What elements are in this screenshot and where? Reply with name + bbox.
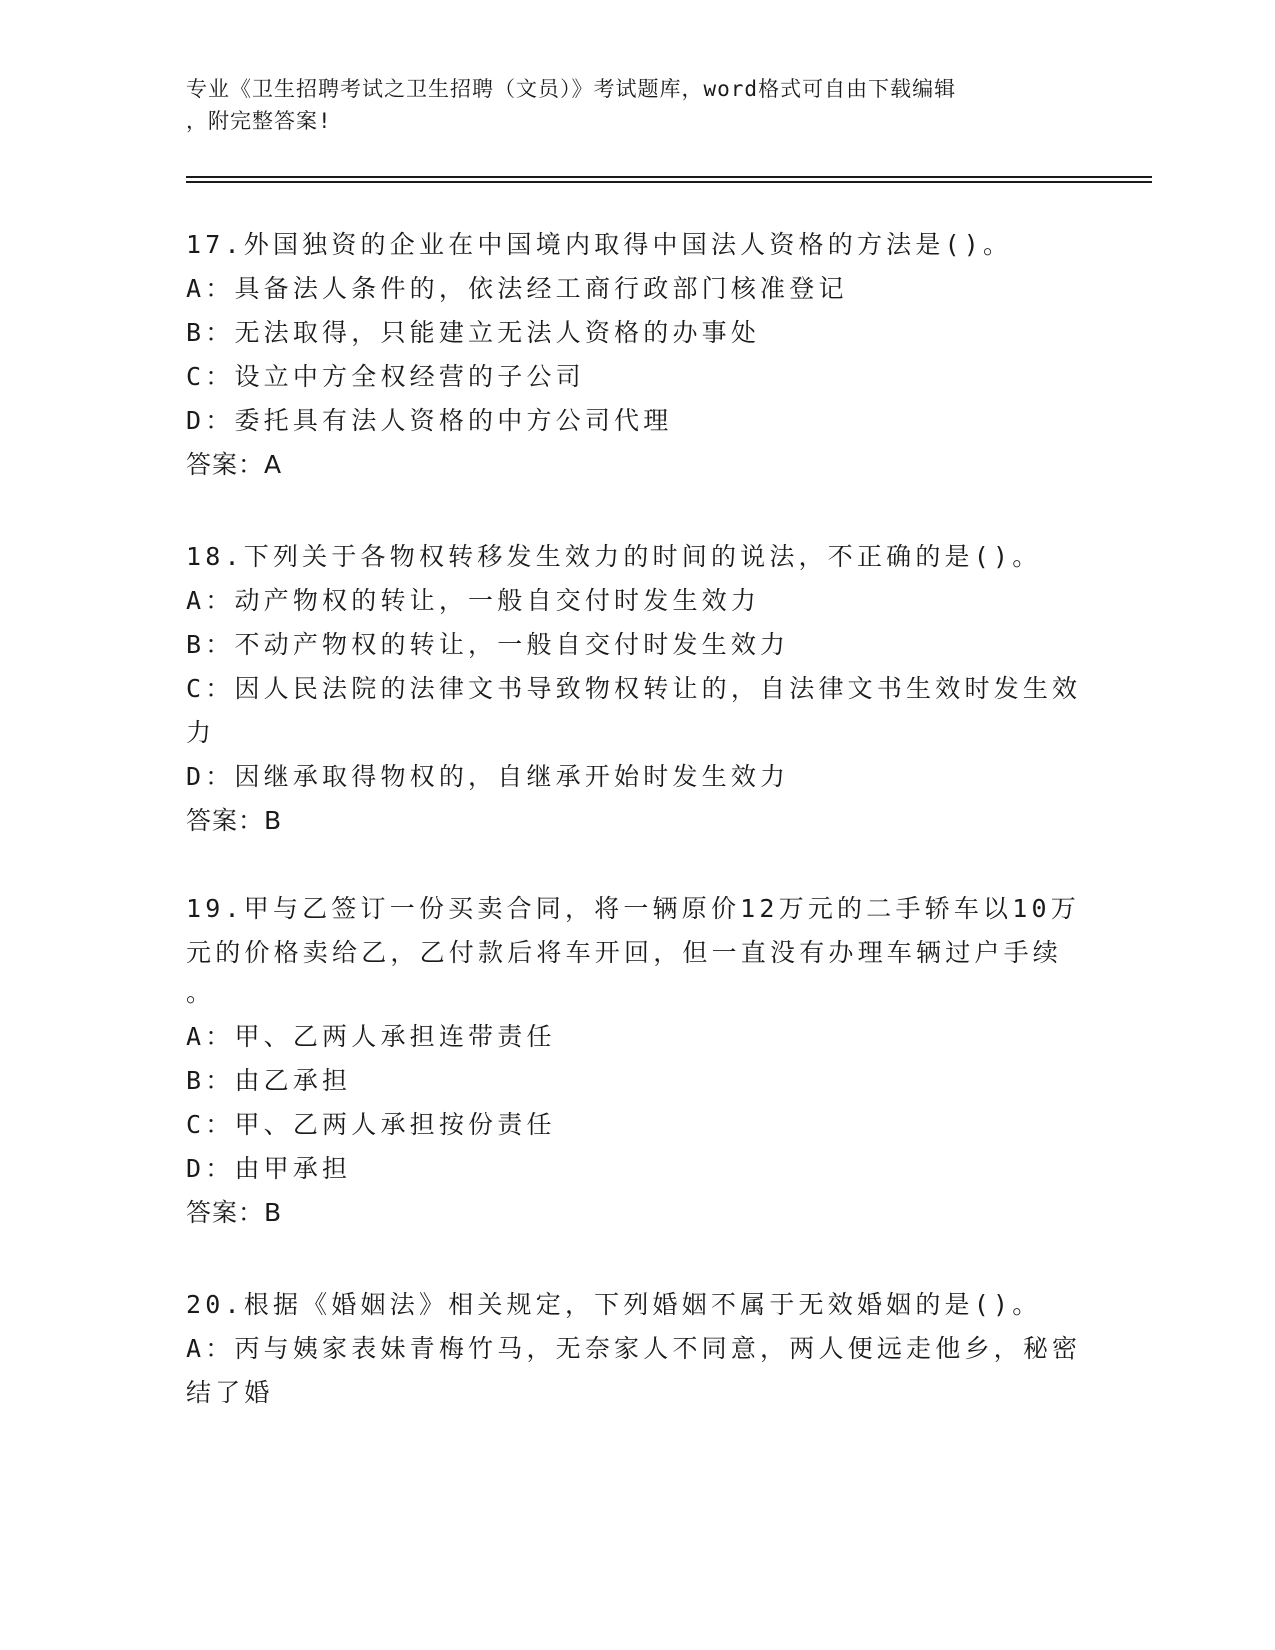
document-header (186, 73, 1066, 137)
option-a-continuation: 结了婚 (186, 1378, 274, 1407)
option-d: D：因继承取得物权的，自继承开始时发生效力 (186, 762, 790, 791)
answer: 答案：A (186, 450, 283, 479)
option-a: A：甲、乙两人承担连带责任 (186, 1022, 556, 1051)
option-d: D：委托具有法人资格的中方公司代理 (186, 406, 673, 435)
option-c: C：因人民法院的法律文书导致物权转让的，自法律文书生效时发生效 (186, 674, 1082, 703)
question-stem: 19.甲与乙签订一份买卖合同，将一辆原价12万元的二手轿车以10万 (186, 894, 1080, 923)
header-line: ，附完整答案! (186, 109, 332, 133)
question-stem: 17.外国独资的企业在中国境内取得中国法人资格的方法是()。 (186, 230, 1013, 259)
option-a: A：动产物权的转让，一般自交付时发生效力 (186, 586, 761, 615)
question-stem: 18.下列关于各物权转移发生效力的时间的说法，不正确的是()。 (186, 542, 1042, 571)
question-stem-continuation: 元的价格卖给乙，乙付款后将车开回，但一直没有办理车辆过户手续 (186, 938, 1063, 967)
option-c: C：甲、乙两人承担按份责任 (186, 1110, 556, 1139)
question-stem: 20.根据《婚姻法》相关规定，下列婚姻不属于无效婚姻的是()。 (186, 1290, 1042, 1319)
header-divider (186, 176, 1152, 178)
answer: 答案：B (186, 1198, 283, 1227)
question-stem-continuation: 。 (186, 978, 216, 1007)
header-line: 专业《卫生招聘考试之卫生招聘（文员）》考试题库，word格式可自由下载编辑 (186, 77, 957, 101)
option-b: B：无法取得，只能建立无法人资格的办事处 (186, 318, 761, 347)
option-c: C：设立中方全权经营的子公司 (186, 362, 585, 391)
option-b: B：由乙承担 (186, 1066, 352, 1095)
option-a: A：丙与姨家表妹青梅竹马，无奈家人不同意，两人便远走他乡，秘密 (186, 1334, 1082, 1363)
option-b: B：不动产物权的转让，一般自交付时发生效力 (186, 630, 790, 659)
answer: 答案：B (186, 806, 283, 835)
option-c-continuation: 力 (186, 718, 216, 747)
option-a: A：具备法人条件的，依法经工商行政部门核准登记 (186, 274, 848, 303)
header-divider (186, 181, 1152, 183)
option-d: D：由甲承担 (186, 1154, 352, 1183)
